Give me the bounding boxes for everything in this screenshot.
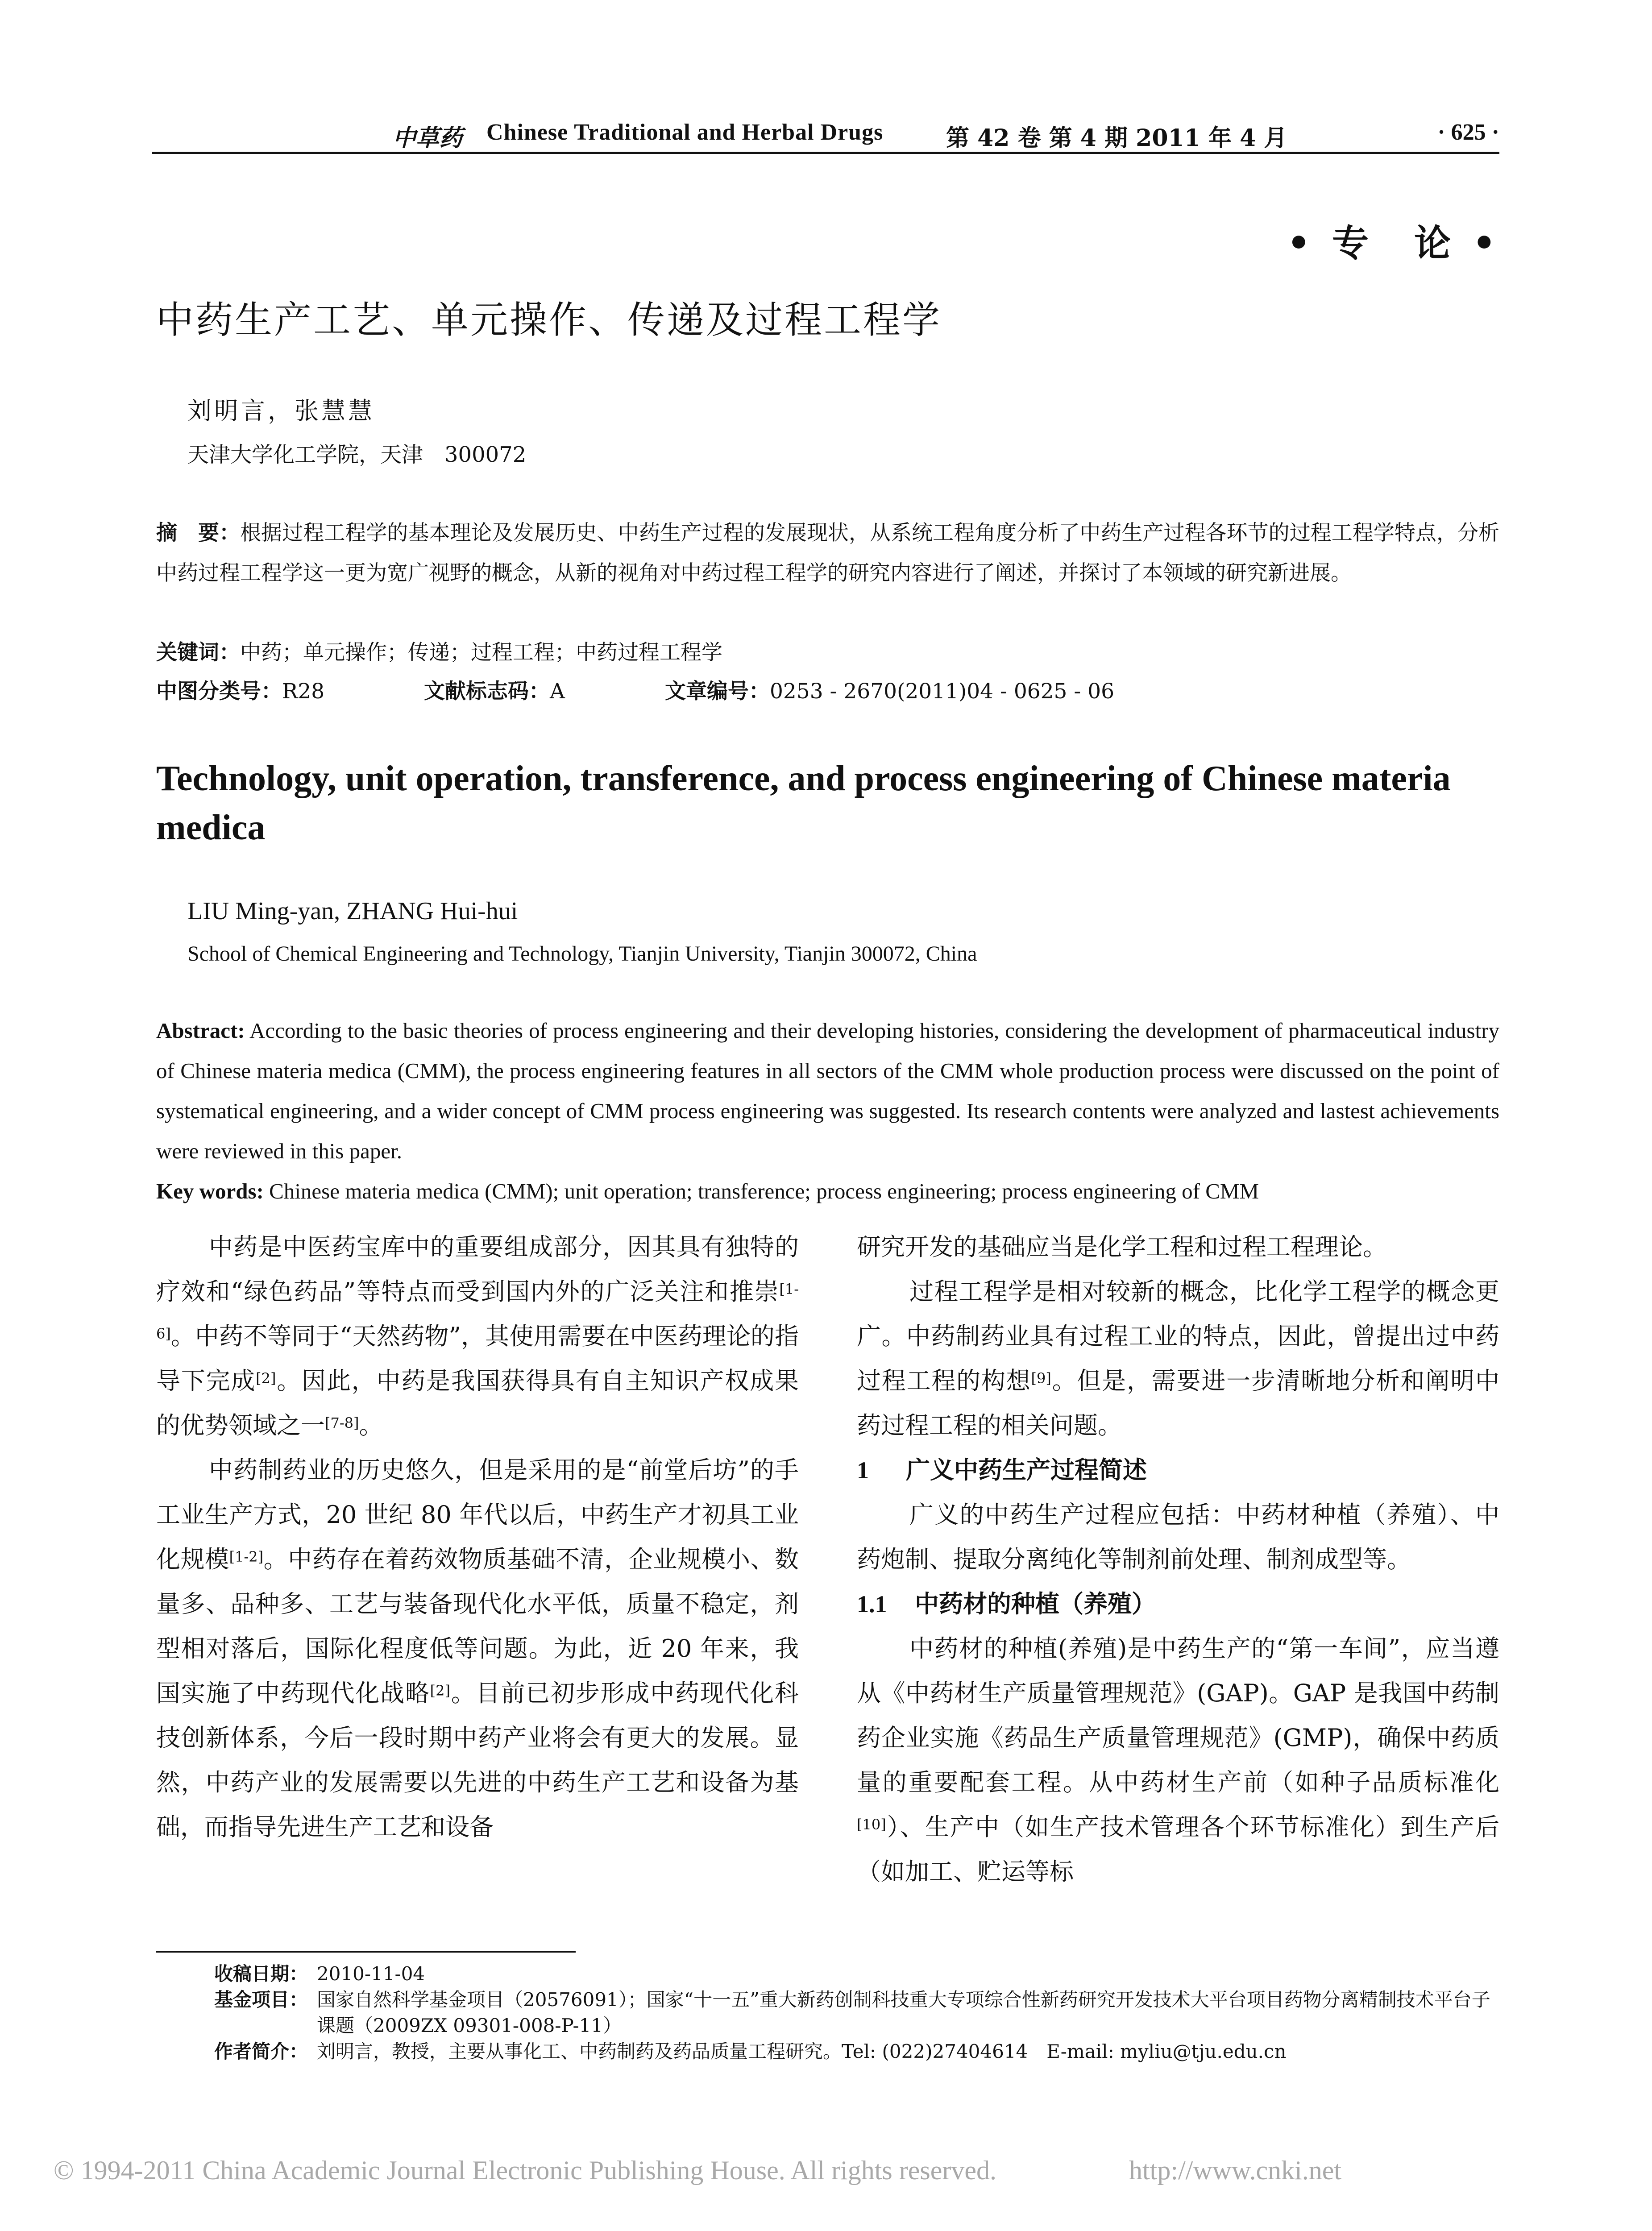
en-abstract-text: According to the basic theories of process engineering and their developing histories, considering the development of pharmaceutical industry of Chinese materia medica (CMM), the process engineering features in all sectors of the CMM whole production process were discussed on the point of systematical engineering, and a wider concept of CMM process engineering was suggested. Its research contents were analyzed and lastest achievements were reviewed in this paper. xyxy=(156,1018,1499,1163)
footnote-fund xyxy=(214,1987,1504,2039)
text-run: 。但是，需要进一步清晰地分析和阐明中药过程工程的相关问题。 xyxy=(857,1367,1500,1439)
text-run: ）、生产中（如生产技术管理各个环节标准化）到生产后（如加工、贮运等标 xyxy=(857,1813,1499,1886)
header-rule xyxy=(152,152,1499,154)
en-abstract xyxy=(156,1011,1499,1171)
clc-value: R28 xyxy=(282,679,325,704)
journal-en-name: Chinese Traditional and Herbal Drugs xyxy=(486,120,884,145)
cn-abstract xyxy=(156,513,1499,593)
subsection-title: 中药材的种植（养殖） xyxy=(915,1590,1156,1618)
column-tag: • 专 论 • xyxy=(1287,222,1500,265)
citation[interactable]: [7-8] xyxy=(325,1414,359,1431)
cn-title: 中药生产工艺、单元操作、传递及过程工程学 xyxy=(156,298,942,342)
page-number: · 625 · xyxy=(1437,120,1499,145)
copyright-text: © 1994-2011 China Academic Journal Electronic Publishing House. All rights reserved. xyxy=(54,2156,996,2185)
cn-keywords-label: 关键词： xyxy=(156,640,240,665)
text-run: 中药制药业的历史悠久，但是采用的是“前堂后坊”的手工业生产方式，20 世纪 80 年代以后，中药生产才初具工业化规模 xyxy=(156,1456,799,1573)
body-paragraph xyxy=(156,1448,799,1849)
cn-abstract-text: 根据过程工程学的基本理论及发展历史、中药生产过程的发展现状，从系统工程角度分析了中药生产过程各环节的过程工程学特点，分析中药过程工程学这一更为宽广视野的概念，从新的视角对中药过程工程学的研究内容进行了阐述，并探讨了本领域的研究新进展。 xyxy=(156,521,1500,585)
subsection-number: 1.1 xyxy=(857,1591,887,1617)
clc-code xyxy=(156,675,324,705)
article-number-label: 文章编号： xyxy=(665,679,770,704)
article-number xyxy=(665,675,1114,705)
body-right-column xyxy=(857,1225,1499,1894)
volume-issue: 第 42 卷 第 4 期 2011 年 4 月 xyxy=(946,124,1287,152)
en-keywords xyxy=(156,1171,1499,1211)
text-run: 。 xyxy=(359,1411,383,1439)
body-left-column xyxy=(156,1225,799,1849)
article-number-value: 0253 - 2670(2011)04 - 0625 - 06 xyxy=(770,679,1115,704)
text-run: 。中药存在着药效物质基础不清，企业规模小、数量多、品种多、工艺与装备现代化水平低，质量不稳定，剂型相对落后，国际化程度低等问题。为此，近 20 年来，我国实施了中药现代化战略 xyxy=(156,1545,799,1707)
text-run: 。目前已初步形成中药现代化科技创新体系，今后一段时期中药产业将会有更大的发展。显然，中药产业的发展需要以先进的中药生产工艺和设备为基础，而指导先进生产工艺和设备 xyxy=(156,1679,799,1841)
en-affiliation: School of Chemical Engineering and Technology, Tianjin University, Tianjin 300072, China xyxy=(187,942,977,966)
cn-authors: 刘明言，张慧慧 xyxy=(187,397,375,425)
en-keywords-text: Chinese materia medica (CMM); unit operation; transference; process engineering; process engineering of CMM xyxy=(269,1179,1259,1203)
clc-label: 中图分类号： xyxy=(156,679,282,704)
footnote-text: 2010-11-04 xyxy=(317,1963,425,1985)
footnote-rule xyxy=(156,1951,576,1953)
body-paragraph xyxy=(857,1269,1499,1448)
text-run: 。中药不等同于“天然药物”，其使用需要在中医药理论的指导下完成 xyxy=(156,1322,799,1395)
footnotes xyxy=(214,1961,1504,2065)
cn-affiliation: 天津大学化工学院，天津 300072 xyxy=(187,442,527,467)
section-number: 1 xyxy=(857,1457,869,1484)
citation[interactable]: [10] xyxy=(857,1816,886,1833)
footnote-label: 作者简介： xyxy=(214,2040,308,2062)
en-authors: LIU Ming-yan, ZHANG Hui-hui xyxy=(187,897,518,925)
en-abstract-label: Abstract: xyxy=(156,1018,245,1043)
footnote-author xyxy=(214,2039,1504,2065)
cn-abstract-label: 摘 要： xyxy=(156,521,241,545)
text-run: 中药是中医药宝库中的重要组成部分，因其具有独特的疗效和“绿色药品”等特点而受到国内外的广泛关注和推崇 xyxy=(156,1233,799,1306)
citation[interactable]: [9] xyxy=(1031,1370,1051,1387)
en-title: Technology, unit operation, transference, and process engineering of Chinese materia medica xyxy=(156,759,1451,847)
footnote-label: 收稿日期： xyxy=(214,1963,308,1985)
text-run: 中药材的种植(养殖)是中药生产的“第一车间”，应当遵从《中药材生产质量管理规范》(GAP)。GAP 是我国中药制药企业实施《药品生产质量管理规范》(GMP)，确保中药质量的重要配套工程。从中药材生产前（如种子品质标准化 xyxy=(857,1634,1499,1796)
en-keywords-label: Key words: xyxy=(156,1179,264,1203)
footnote-text: 国家自然科学基金项目（20576091）；国家“十一五”重大新药创制科技重大专项综合性新药研究开发技术大平台项目药物分离精制技术平台子课题（2009ZX 09301-008-P-11） xyxy=(317,1989,1490,2036)
subsection-heading xyxy=(857,1582,1499,1626)
footnote-text: 刘明言，教授，主要从事化工、中药制药及药品质量工程研究。Tel: (022)27404614 E-mail: myliu@tju.edu.cn xyxy=(317,2040,1287,2062)
section-title: 广义中药生产过程简述 xyxy=(906,1456,1147,1484)
citation[interactable]: [1-6] xyxy=(156,1281,799,1342)
body-paragraph: 研究开发的基础应当是化学工程和过程工程理论。 xyxy=(857,1233,1387,1261)
section-heading xyxy=(857,1448,1499,1493)
citation[interactable]: [2] xyxy=(256,1370,276,1387)
body-paragraph xyxy=(156,1225,799,1448)
cn-keywords xyxy=(156,633,1499,673)
journal-cn-name: 中草药 xyxy=(393,124,463,152)
doc-code-value: A xyxy=(550,679,565,704)
doc-code-label: 文献标志码： xyxy=(424,679,550,704)
text-run: 过程工程学是相对较新的概念，比化学工程学的概念更广。中药制药业具有过程工业的特点，因此，曾提出过中药过程工程的构想 xyxy=(857,1277,1499,1395)
body-paragraph xyxy=(857,1626,1499,1894)
citation[interactable]: [2] xyxy=(430,1682,450,1699)
body-paragraph: 广义的中药生产过程应包括：中药材种植（养殖）、中药炮制、提取分离纯化等制剂前处理、制剂成型等。 xyxy=(857,1501,1499,1573)
footnote-received xyxy=(214,1961,1504,1987)
text-run: 。因此，中药是我国获得具有自主知识产权成果的优势领域之一 xyxy=(156,1367,799,1439)
running-header xyxy=(152,114,1499,154)
doc-code xyxy=(424,675,565,705)
copyright-url[interactable]: http://www.cnki.net xyxy=(1129,2156,1342,2185)
footnote-label: 基金项目： xyxy=(214,1989,308,2011)
citation[interactable]: [1-2] xyxy=(229,1548,264,1565)
cn-keywords-text: 中药；单元操作；传递；过程工程；中药过程工程学 xyxy=(240,640,722,665)
